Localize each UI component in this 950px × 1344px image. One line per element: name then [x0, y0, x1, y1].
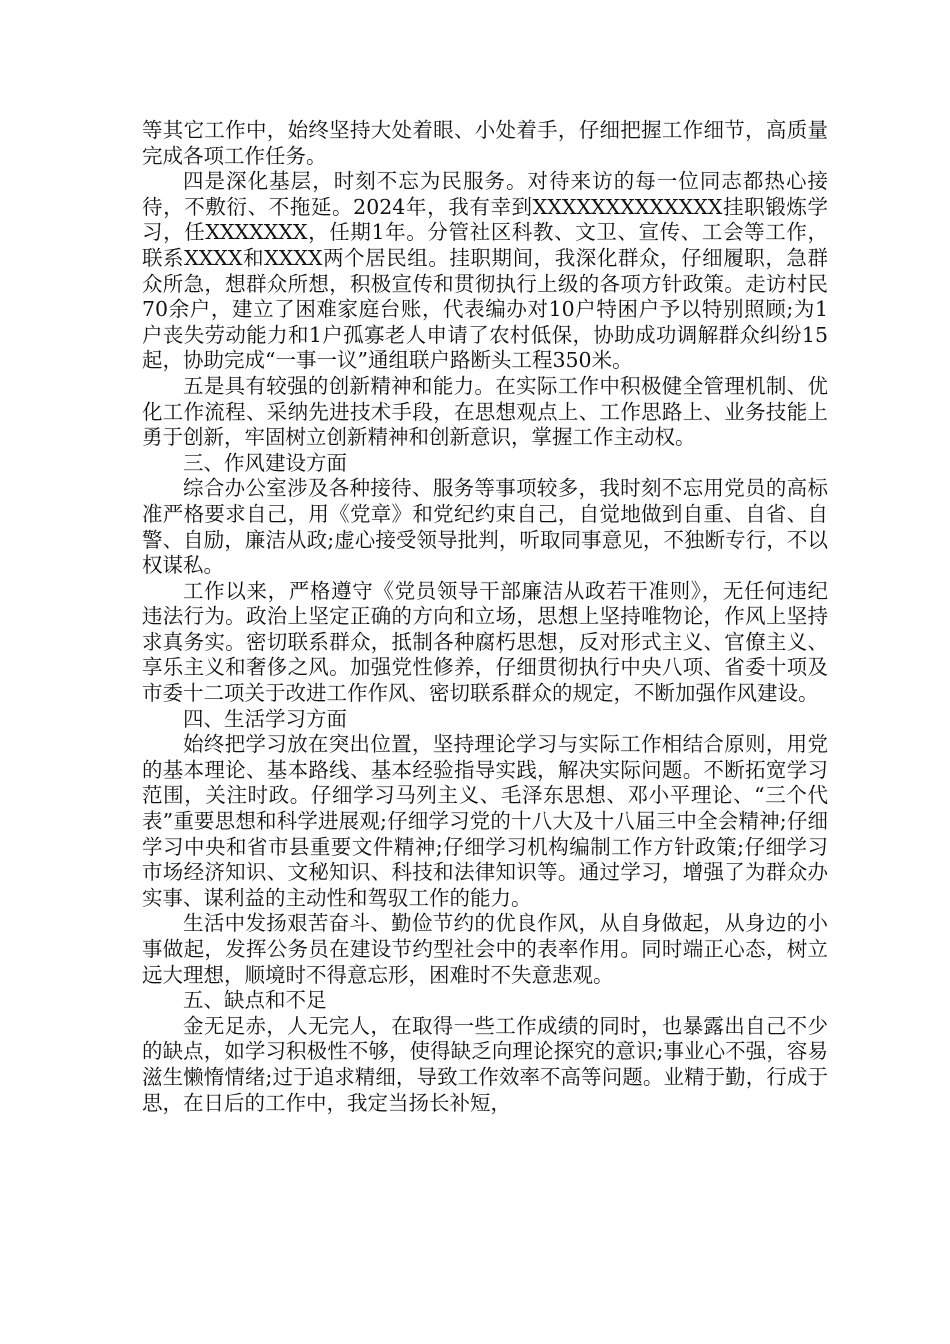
paragraph-frugality: 生活中发扬艰苦奋斗、勤俭节约的优良作风，从自身做起，从身边的小事做起，发挥公务员在建设节约型社会中的表率作用。同时端正心态，树立远大理想，顺境时不得意忘形，困难时不失意悲观。: [142, 911, 828, 987]
paragraph-innovation: 五是具有较强的创新精神和能力。在实际工作中积极健全管理机制、优化工作流程、采纳先进技术手段，在思想观点上、工作思路上、业务技能上勇于创新，牢固树立创新精神和创新意识，掌握工作主动权。: [142, 373, 828, 450]
paragraph-integrity: 工作以来，严格遵守《党员领导干部廉洁从政若干准则》，无任何违纪违法行为。政治上坚定正确的方向和立场，思想上坚持唯物论，作风上坚持求真务实。密切联系群众，抵制各种腐朽思想，反对形式主义、官僚主义、享乐主义和奢侈之风。加强党性修养，仔细贯彻执行中央八项、省委十项及市委十二项关于改进工作作风、密切联系群众的规定，不断加强作风建设。: [142, 578, 828, 706]
paragraph-work-details-continued: 等其它工作中，始终坚持大处着眼、小处着手，仔细把握工作细节，高质量完成各项工作任务。: [142, 118, 828, 168]
paragraph-office-conduct: 综合办公室涉及各种接待、服务等事项较多，我时刻不忘用党员的高标准严格要求自己，用《党章》和党纪约束自己，自觉地做到自重、自省、自警、自励，廉洁从政;虚心接受领导批判，听取同事意见，不独断专行，不以权谋私。: [142, 476, 828, 578]
paragraph-shortcomings: 金无足赤，人无完人，在取得一些工作成绩的同时，也暴露出自己不少的缺点，如学习积极性不够，使得缺乏向理论探究的意识;事业心不强，容易滋生懒惰情绪;过于追求精细，导致工作效率不高等问题。业精于勤，行成于思，在日后的工作中，我定当扬长补短，: [142, 1013, 828, 1115]
document-page: [142, 118, 828, 1116]
section-heading-life-study: 四、生活学习方面: [183, 706, 347, 731]
paragraph-study: 始终把学习放在突出位置，坚持理论学习与实际工作相结合原则，用党的基本理论、基本路线、基本经验指导实践，解决实际问题。不断拓宽学习范围，关注时政。仔细学习马列主义、毛泽东思想、邓小平理论、“三个代表”重要思想和科学进展观;仔细学习党的十八大及十八届三中全会精神;仔细学习中央和省市县重要文件精神;仔细学习机构编制工作方针政策;仔细学习市场经济知识、文秘知识、科技和法律知识等。通过学习，增强了为群众办实事、谋利益的主动性和驾驭工作的能力。: [142, 732, 828, 910]
paragraph-grassroots-service: 四是深化基层，时刻不忘为民服务。对待来访的每一位同志都热心接待，不敷衍、不拖延。2024年，我有幸到XXXXXXXXXXXXX挂职锻炼学习，任XXXXXXX，任期1年。分管社区科教、文卫、宣传、工会等工作，联系XXXX和XXXX两个居民组。挂职期间，我深化群众，仔细履职，急群众所急，想群众所想，积极宣传和贯彻执行上级的各项方针政策。走访村民70余户，建立了困难家庭台账，代表编办对10户特困户予以特别照顾;为1户丧失劳动能力和1户孤寡老人申请了农村低保，协助成功调解群众纠纷15起，协助完成“一事一议”通组联户路断头工程350米。: [142, 169, 828, 373]
section-heading-work-style: 三、作风建设方面: [183, 450, 347, 475]
section-heading-shortcomings: 五、缺点和不足: [183, 988, 327, 1013]
